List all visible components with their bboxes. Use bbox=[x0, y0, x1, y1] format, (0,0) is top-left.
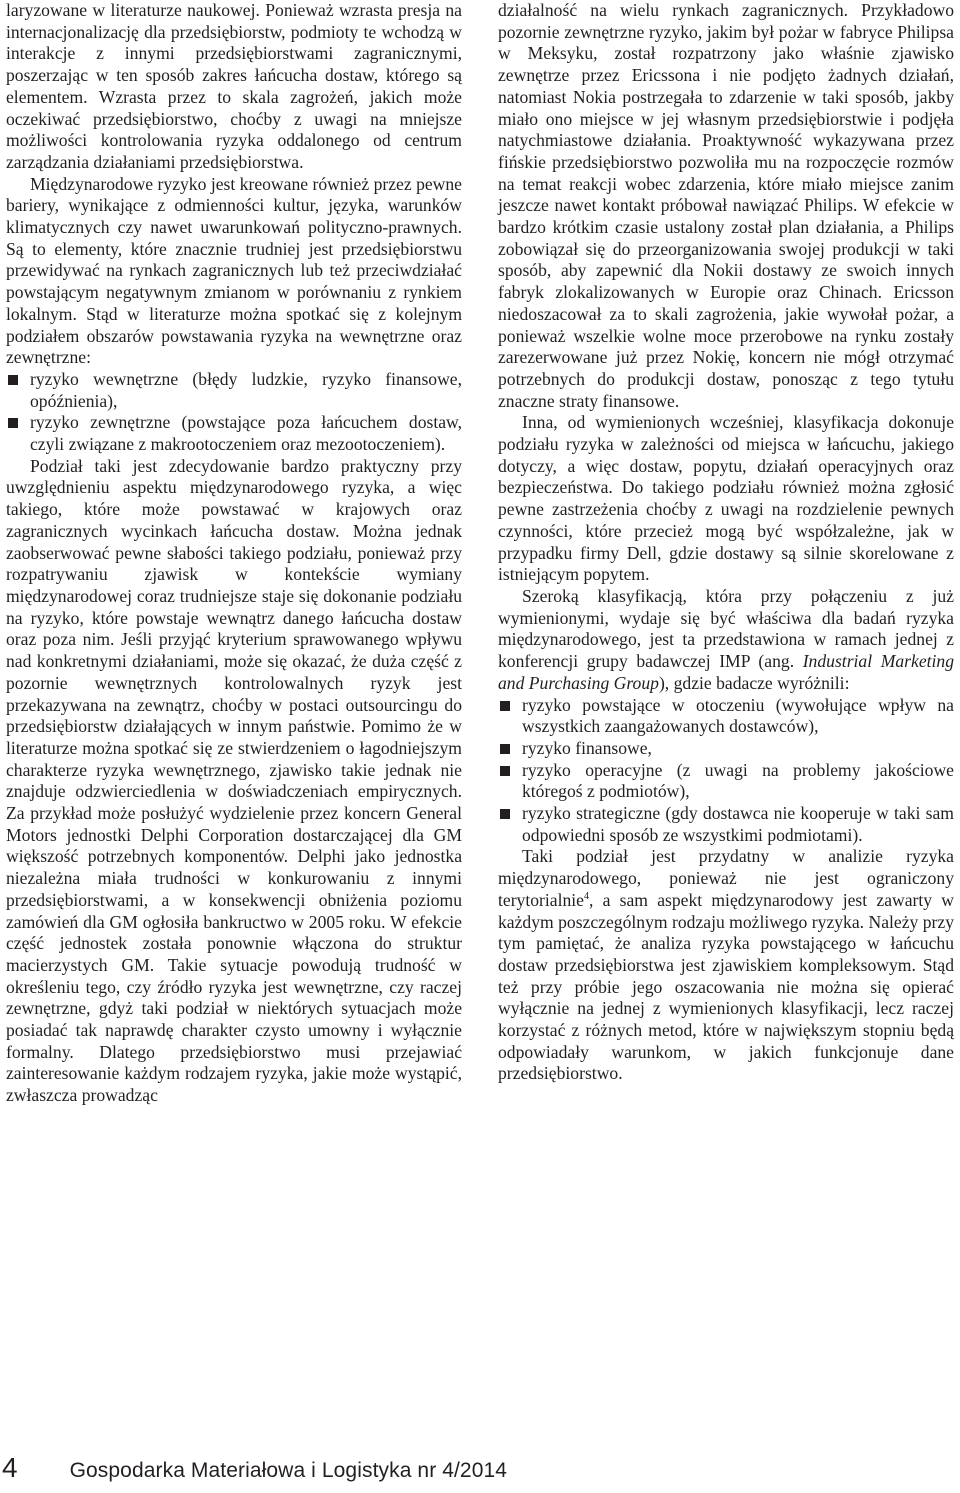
square-bullet-icon bbox=[8, 418, 18, 428]
list-item: ryzyko powstające w otoczeniu (wywołujące wpływ na wszystkich zaangażowanych dostawców), bbox=[498, 695, 954, 738]
paragraph: Szeroką klasyfikacją, która przy połączeniu z już wymienionymi, wydaje się być właściwa dla badań ryzyka międzynarodowego, jest ta przedstawiona w ramach jednej z konferencji grupy badawczej IMP (ang. Industrial Marketing and Purchasing Group), gdzie badacze wyróżnili: bbox=[498, 585, 954, 693]
list-item: ryzyko strategiczne (gdy dostawca nie kooperuje w taki sam odpowiedni sposób ze wszystkimi podmiotami). bbox=[498, 803, 954, 846]
square-bullet-icon bbox=[8, 375, 18, 385]
journal-title: Gospodarka Materiałowa i Logistyka nr 4/2014 bbox=[69, 1459, 508, 1482]
bullet-list bbox=[498, 695, 954, 847]
list-item: ryzyko zewnętrzne (powstające poza łańcuchem dostaw, czyli związane z makrootoczeniem oraz mezootoczeniem). bbox=[6, 412, 462, 455]
list-item: ryzyko wewnętrzne (błędy ludzkie, ryzyko finansowe, opóźnienia), bbox=[6, 369, 462, 412]
page-number: 4 bbox=[2, 1452, 18, 1483]
paragraph: laryzowane w literaturze naukowej. Ponieważ wzrasta presja na internacjonalizację dla przedsiębiorstw, podmioty te wchodzą w interakcje z innymi przedsiębiorstwami zagranicznymi, poszerzając w ten sposób zakres łańcucha dostaw, którego są elementem. Wzrasta przez to skala zagrożeń, jakich może oczekiwać przedsiębiorstwo, choćby z uwagi na mniejsze możliwości kontrolowania ryzyka oddalonego od centrum zarządzania działaniami przedsiębiorstwa. bbox=[6, 0, 462, 172]
square-bullet-icon bbox=[500, 809, 510, 819]
footnote-marker: 4 bbox=[583, 890, 589, 902]
paragraph: Taki podział jest przydatny w analizie ryzyka międzynarodowego, ponieważ nie jest ograniczony terytorialnie$^4$, a sam aspekt międzynarodowy jest zawarty w każdym poszczególnym rodzaju możliwego ryzyka. Należy przy tym pamiętać, że analiza ryzyka powstającego w łańcuchu dostaw przedsiębiorstwa jest zjawiskiem kompleksowym. Stąd też przy próbie jego oszacowania nie można się opierać wyłącznie na jednej z wymienionych klasyfikacji, lecz raczej korzystać z różnych metod, które w największym stopniu będą odpowiadały warunkom, w jakich funkcjonuje dane przedsiębiorstwo. bbox=[498, 846, 954, 1084]
bullet-list bbox=[6, 369, 462, 456]
paragraph: Inna, od wymienionych wcześniej, klasyfikacja dokonuje podziału ryzyka w zależności od miejsca w łańcuchu, jakiego dotyczy, a więc dostaw, popytu, działań operacyjnych oraz bezpieczeństwa. Do takiego podziału również można zgłosić pewne zastrzeżenia choćby z uwagi na rozdzielenie pewnych czynności, które przecież mogą być współzależne, jak w przypadku firmy Dell, gdzie dostawy są silnie skorelowane z istniejącym popytem. bbox=[498, 412, 954, 585]
square-bullet-icon bbox=[500, 701, 510, 711]
page-footer bbox=[0, 1452, 507, 1486]
paragraph: Podział taki jest zdecydowanie bardzo praktyczny przy uwzględnieniu aspektu międzynarodowego ryzyka, a więc takiego, które może powstawać w krajowych oraz zagranicznych wycinkach łańcucha dostaw. Można jednak zaobserwować pewne słabości takiego podziału, ponieważ przy rozpatrywaniu zjawisk w kontekście wymiany międzynarodowej coraz trudniejsze staje się dokonanie podziału na ryzyko, które powstaje wewnątrz danego łańcucha dostaw oraz poza nim. Jeśli przyjąć kryterium sprawowanego wpływu nad konkretnymi działaniami, może się okazać, że duża część z pozornie wewnętrznych kontrolowalnych ryzyk jest przekazywana na zewnątrz, choćby w postaci outsourcingu do przedsiębiorstw działających w innym państwie. Pomimo że w literaturze można spotkać się ze stwierdzeniem o łagodniejszym charakterze ryzyka wewnętrznego, zjawisko takie jednak nie znajduje odzwierciedlenia w doświadczeniach empirycznych. Za przykład może posłużyć wydzielenie przez koncern General Motors jednostki Delphi Corporation dostarczającej dla GM większość potrzebnych komponentów. Delphi jako jednostka niezależna miała trudności w konkurowaniu z innymi przedsiębiorstwami, a w konsekwencji obniżenia poziomu zamówień dla GM ogłosiła bankructwo w 2005 roku. W efekcie część jednostek została ponownie włączona do struktur macierzystych GM. Takie sytuacje powodują trudność w określeniu tego, czy źródło ryzyka jest wewnętrzne, czy raczej zewnętrzne, gdyż taki podział w niektórych sytuacjach może posiadać tak naprawdę charakter czysto umowny i wyłącznie formalny. Dlatego przedsiębiorstwo musi przejawiać zainteresowanie każdym rodzajem ryzyka, jakie może wystąpić, zwłaszcza prowadząc bbox=[6, 455, 462, 1106]
right-column bbox=[498, 0, 954, 1085]
list-item: ryzyko operacyjne (z uwagi na problemy jakościowe któregoś z podmiotów), bbox=[498, 760, 954, 803]
paragraph: działalność na wielu rynkach zagranicznych. Przykładowo pozornie zewnętrzne ryzyko, jakim był pożar w fabryce Philipsa w Meksyku, został rozpatrzony jako właśnie zjawisko zewnętrze przez Ericssona i nie podjęto żadnych działań, natomiast Nokia postrzegała to zdarzenie w taki sposób, jakby miało ono miejsce w jej własnym przedsiębiorstwie i podjęła natychmiastowe działania. Proaktywność wykazywana przez fińskie przedsiębiorstwo pozwoliła mu na rozpoczęcie rozmów na temat reakcji wobec zdarzenia, które miało miejsce zanim jeszcze nawet kontakt próbował nawiązać Philips. W efekcie w bardzo krótkim czasie ustalony został plan działania, a Philips zobowiązał się do przeorganizowania swojej produkcji w taki sposób, aby zapewnić dla Nokii dostawy ze swoich innych fabryk zlokalizowanych w Europie oraz Chinach. Ericsson niedoszacował za to skali zagrożenia, jakie wywołał pożar, a ponieważ wszelkie wolne moce przerobowe na rynku zostały zarezerwowane już przez Nokię, koncern nie mógł otrzymać potrzebnych do produkcji dostaw, ponosząc z tego tytułu znaczne straty finansowe. bbox=[498, 0, 954, 411]
list-item: ryzyko finansowe, bbox=[498, 738, 954, 760]
square-bullet-icon bbox=[500, 744, 510, 754]
left-column bbox=[6, 0, 462, 1107]
italic-term: Industrial Marketing and Purchasing Group bbox=[498, 651, 954, 693]
square-bullet-icon bbox=[500, 766, 510, 776]
paragraph: Międzynarodowe ryzyko jest kreowane również przez pewne bariery, wynikające z odmienności kultur, języka, warunków klimatycznych czy nawet uwarunkowań polityczno-prawnych. Są to elementy, które znacznie trudniej jest przedsiębiorstwu przewidywać na rynkach zagranicznych lub też przeciwdziałać powstającym negatywnym zmianom w porównaniu z rynkiem lokalnym. Stąd w literaturze można spotkać się z kolejnym podziałem obszarów powstawania ryzyka na wewnętrzne oraz zewnętrzne: bbox=[6, 173, 462, 368]
